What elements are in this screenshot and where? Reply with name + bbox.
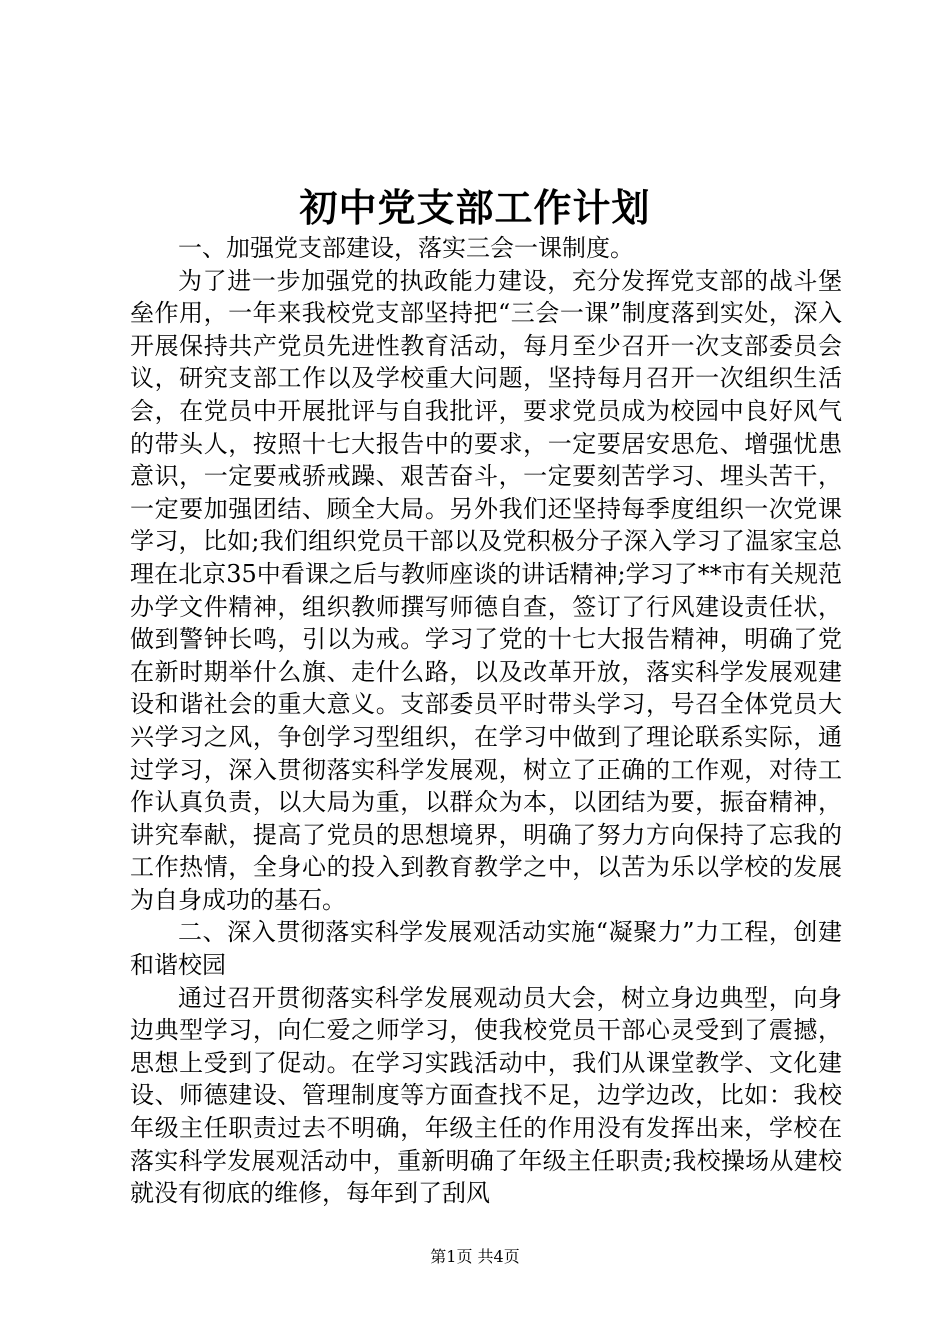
body-paragraph-2: 通过召开贯彻落实科学发展观动员大会，树立身边典型，向身边典型学习，向仁爱之师学习，使我校党员干部心灵受到了震撼，思想上受到了促动。在学习实践活动中，我们从课堂教学、文化建设、师德建设、管理制度等方面查找不足，边学边改，比如：我校年级主任职责过去不明确，年级主任的作用没有发挥出来，学校在落实科学发展观活动中，重新明确了年级主任职责;我校操场从建校就没有彻底的维修，每年到了刮风 [130,983,842,1208]
section-heading-2: 二、深入贯彻落实科学发展观活动实施“凝聚力”力工程，创建和谐校园 [130,918,842,980]
document-title: 初中党支部工作计划 [299,185,651,230]
body-paragraph-1: 为了进一步加强党的执政能力建设，充分发挥党支部的战斗堡垒作用，一年来我校党支部坚持把“三会一课”制度落到实处，深入开展保持共产党员先进性教育活动，每月至少召开一次支部委员会议，研究支部工作以及学校重大问题，坚持每月召开一次组织生活会，在党员中开展批评与自我批评，要求党员成为校园中良好风气的带头人，按照十七大报告中的要求，一定要居安思危、增强忧患意识，一定要戒骄戒躁、艰苦奋斗，一定要刻苦学习、埋头苦干，一定要加强团结、顾全大局。另外我们还坚持每季度组织一次党课学习，比如;我们组织党员干部以及党积极分子深入学习了温家宝总理在北京35中看课之后与教师座谈的讲话精神;学习了**市有关规范办学文件精神，组织教师撰写师德自查，签订了行风建设责任状，做到警钟长鸣，引以为戒。学习了党的十七大报告精神，明确了党在新时期举什么旗、走什么路，以及改革开放，落实科学发展观建设和谐社会的重大意义。支部委员平时带头学习，号召全体党员大兴学习之风，争创学习型组织，在学习中做到了理论联系实际，通过学习，深入贯彻落实科学发展观，树立了正确的工作观，对待工作认真负责，以大局为重，以群众为本，以团结为要，振奋精神，讲究奉献，提高了党员的思想境界，明确了努力方向保持了忘我的工作热情，全身心的投入到教育教学之中，以苦为乐以学校的发展为自身成功的基石。 [130,266,842,914]
page-footer: 第1页 共4页 [430,1247,520,1266]
section-heading-1: 一、加强党支部建设，落实三会一课制度。 [178,234,634,262]
document-body [130,232,842,1210]
